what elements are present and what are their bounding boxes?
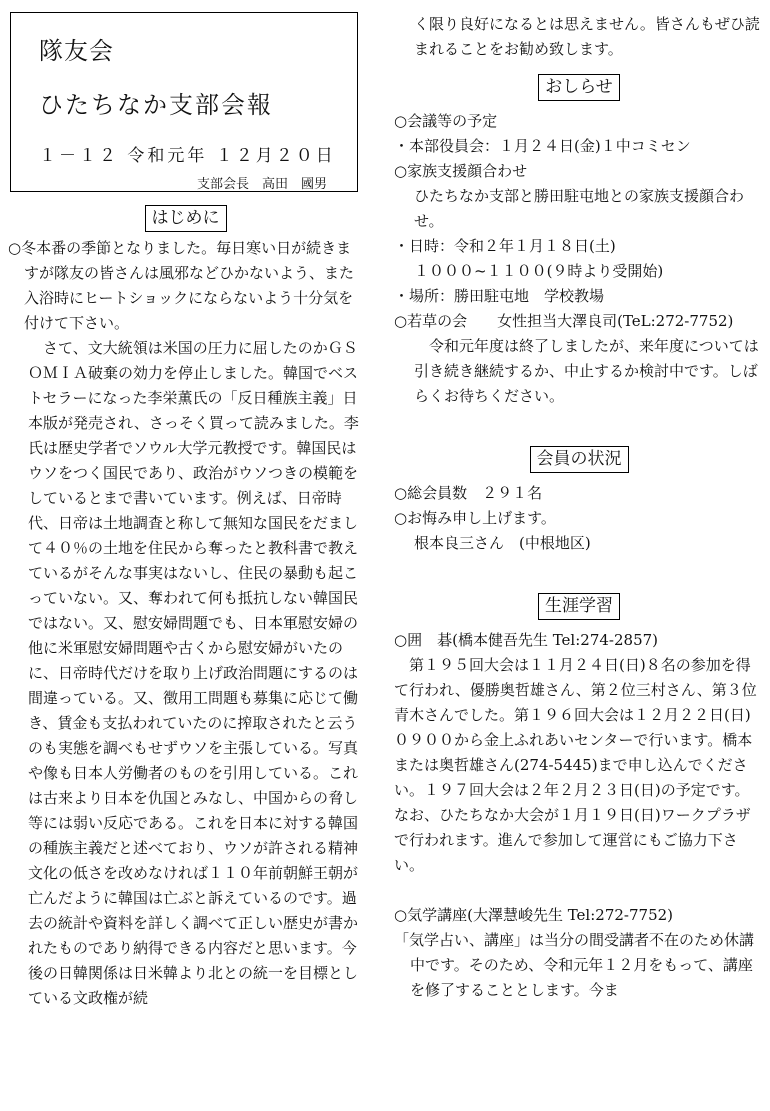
section-heading-learning: 生涯学習 bbox=[394, 593, 764, 620]
officers-meeting: ・本部役員会：１月２４日(金)１中コミセン bbox=[394, 137, 691, 155]
meetings-title: ○会議等の予定 bbox=[394, 112, 498, 130]
right-column bbox=[394, 12, 764, 1003]
intro-paragraph-3: く限り良好になるとは思えません。皆さんもぜひ読まれることをお勧め致します。 bbox=[414, 15, 760, 58]
family-support-time: １０００~１１００(９時より受開始) bbox=[414, 262, 664, 280]
wakakusa-title: ○若草の会 女性担当大澤良司(TeL:272-7752) bbox=[394, 312, 734, 330]
family-support-place: ・場所：勝田駐屯地 学校教場 bbox=[394, 287, 605, 305]
section-heading-members: 会員の状況 bbox=[394, 446, 764, 473]
kigaku-title: ○気学講座(大澤慧峻先生 Tel:272-7752) bbox=[394, 906, 674, 924]
go-club-title: ○囲 碁(橋本健吾先生 Tel:274-2857) bbox=[394, 631, 659, 649]
branch-chief: 支部会長 高田 國男 bbox=[196, 177, 327, 192]
intro-paragraph-1: ○冬本番の季節となりました。毎日寒い日が続きますが隊友の皆さんは風邪などひかないよう、また入浴時にヒートショックにならないよう十分気を付けて下さい。 bbox=[8, 239, 355, 332]
family-support-body: ひたちなか支部と勝田駐屯地との家族支援顔合わせ。 bbox=[414, 187, 745, 230]
issue-number-date: １－１２ 令和元年 １２月２０日 bbox=[39, 146, 336, 166]
wakakusa-body: 令和元年度は終了しましたが、来年度については引き続き継続するか、中止するか検討中です。しばらくお待ちください。 bbox=[414, 337, 759, 405]
family-support-title: ○家族支援顔合わせ bbox=[394, 162, 528, 180]
newsletter-title: ひたちなか支部会報 bbox=[39, 91, 273, 119]
member-total: ○総会員数 ２９１名 bbox=[394, 484, 543, 502]
intro-paragraph-2: さて、文大統領は米国の圧力に屈したのかＧＳＯＭＩＡ破棄の効力を停止しました。韓国でベストセラーになった李栄薫氏の「反日種族主義」日本版が発売され、さっそく買って読みました。李氏は歴史学者でソウル大学元教授です。韓国民はウソをつく国民であり、政治がウソつきの模範をしているとまで書いています。例えば、日帝時代、日帝は土地調査と称して無知な国民をだまして４０％の土地を住民から奪ったと教科書で教えているがそんな事実はないし、住民の暴動も起こっていない。又、奪われて何も抵抗しない韓国民ではない。又、慰安婦問題でも、日本軍慰安婦の他に米軍慰安婦問題や古くから慰安婦がいたのに、日帝時代だけを取り上げ政治問題にするのは間違っている。又、徴用工問題も募集に応じて働き、賃金も支払われていたのに搾取されたと云うのも実態を調べもせずウソを主張している。写真や像も日本人労働者のものを引用している。これは古来より日本を仇国とみなし、中国からの脅し等には弱い反応である。これを日本に対する韓国の種族主義だと述べており、ウソが許される精神文化の低さを改めなければ１１０年前朝鮮王朝が亡んだように韓国は亡ぶと訴えているのです。過去の統計や資料を詳しく調べて正しい歴史が書かれたものであり納得できる内容だと思います。今後の日韓関係は日米韓より北との統一を目標としている文政権が続 bbox=[28, 339, 359, 1007]
section-heading-intro: はじめに bbox=[8, 205, 363, 232]
family-support-date: ・日時：令和２年１月１８日(土) bbox=[394, 237, 616, 255]
kigaku-body: 「気学占い、講座」は当分の間受講者不在のため休講中です。そのため、令和元年１２月をもって、講座を修了することとします。今ま bbox=[394, 931, 755, 999]
section-heading-notice: おしらせ bbox=[394, 74, 764, 101]
left-column bbox=[8, 205, 363, 1011]
masthead-box bbox=[10, 12, 358, 192]
go-club-body: 第１９５回大会は１１月２４日(日)８名の参加を得て行われ、優勝奥哲雄さん、第２位三村さん、第３位青木さんでした。第１９６回大会は１２月２２日(日)０９００から金上ふれあいセンターで行います。橋本または奥哲雄さん(274-5445)まで申し込んでください。１９７回大会は２年２月２３日(日)の予定です。 bbox=[394, 656, 757, 799]
organization-name: 隊友会 bbox=[39, 37, 114, 65]
deceased-member: 根本良三さん (中根地区) bbox=[414, 534, 591, 552]
condolence-note: ○お悔み申し上げます。 bbox=[394, 509, 556, 527]
go-club-note: なお、ひたちなか大会が１月１９日(日)ワークプラザで行われます。進んで参加して運営にもご協力下さい。 bbox=[394, 806, 751, 874]
